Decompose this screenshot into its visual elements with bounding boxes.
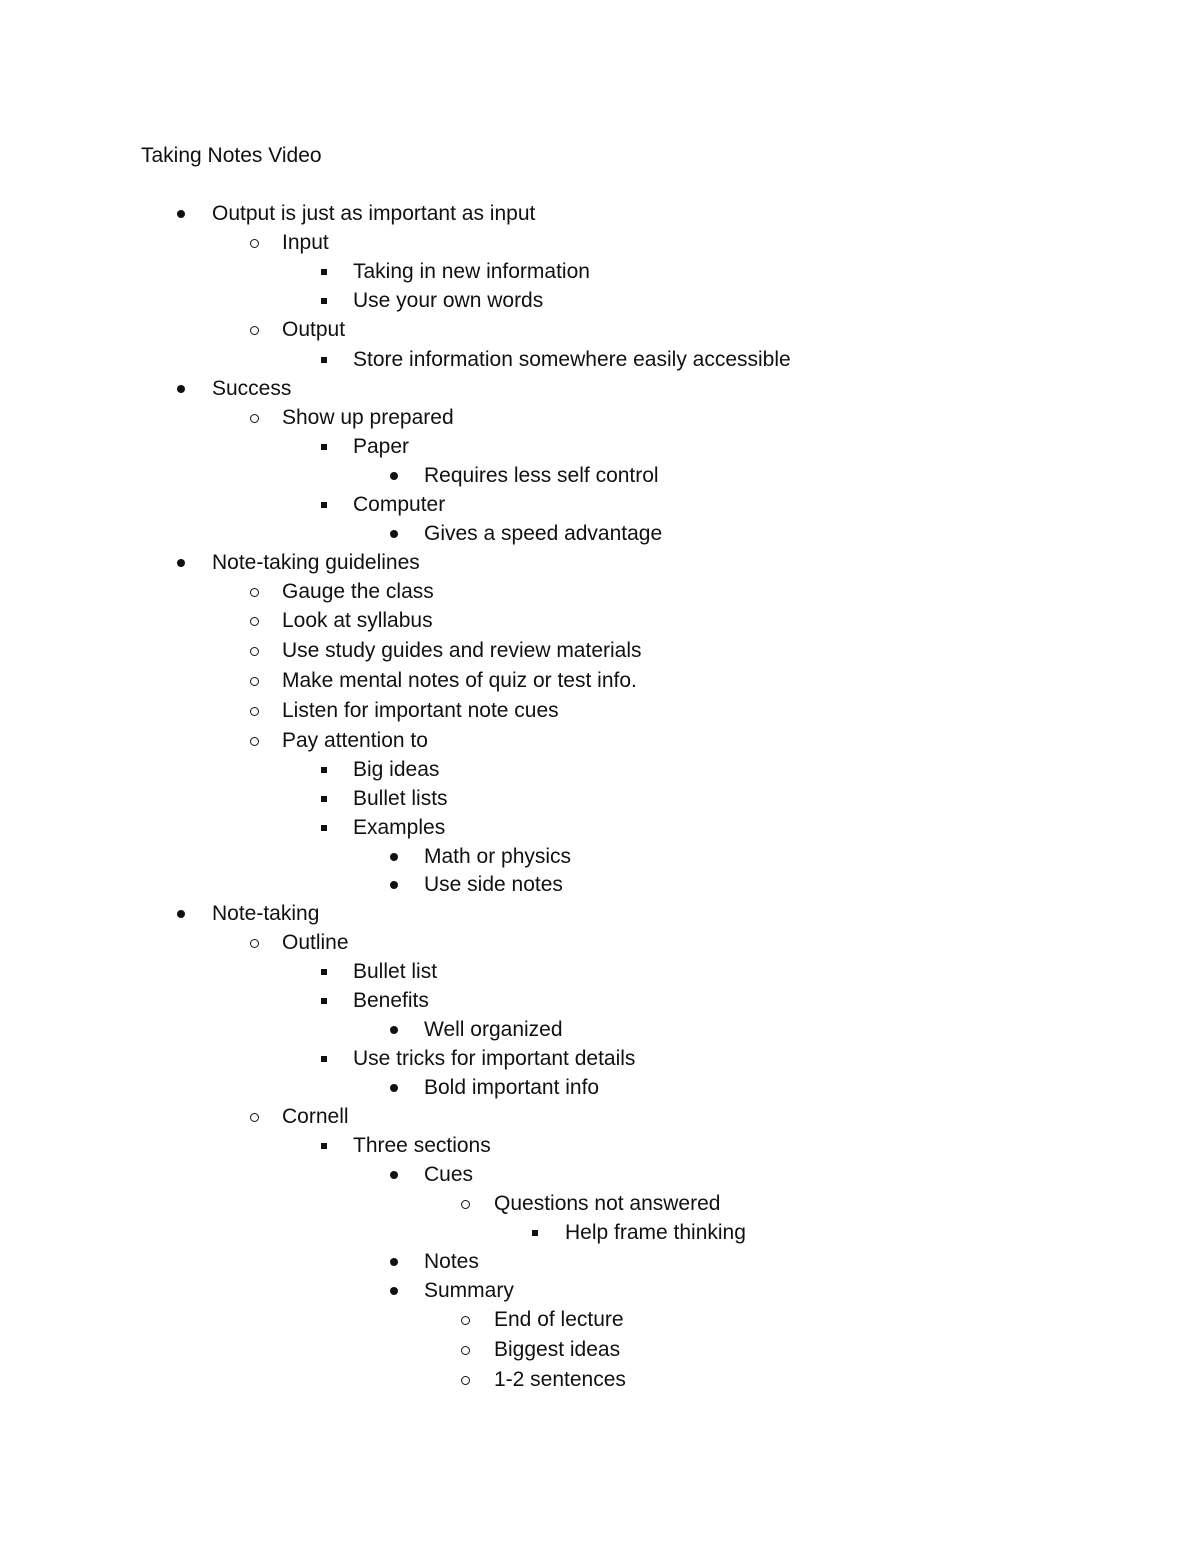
bullet-icon bbox=[387, 1075, 401, 1101]
bullet-icon bbox=[387, 463, 401, 489]
bullet-icon bbox=[247, 698, 261, 724]
list-item-text: Three sections bbox=[353, 1134, 491, 1157]
list-item bbox=[0, 668, 1200, 694]
list-item-text: Examples bbox=[353, 816, 446, 839]
list-item bbox=[0, 1046, 1200, 1072]
list-item bbox=[0, 259, 1200, 285]
bullet-icon bbox=[458, 1367, 472, 1393]
bullet-icon bbox=[174, 550, 188, 576]
list-item-text: Use your own words bbox=[353, 289, 544, 312]
list-item-text: Questions not answered bbox=[494, 1192, 721, 1215]
bullet-icon bbox=[247, 405, 261, 431]
bullet-icon bbox=[387, 872, 401, 898]
list-item-text: Listen for important note cues bbox=[282, 699, 559, 722]
list-item-text: Note-taking bbox=[212, 902, 320, 925]
list-item-text: Note-taking guidelines bbox=[212, 551, 420, 574]
list-item bbox=[0, 1307, 1200, 1333]
list-item-text: Taking in new information bbox=[353, 260, 590, 283]
bullet-icon bbox=[317, 434, 331, 460]
list-item-text: Gives a speed advantage bbox=[424, 522, 663, 545]
list-item bbox=[0, 1162, 1200, 1188]
bullet-icon bbox=[174, 901, 188, 927]
list-item-text: Benefits bbox=[353, 989, 429, 1012]
list-item-text: Well organized bbox=[424, 1018, 563, 1041]
list-item bbox=[0, 757, 1200, 783]
list-item bbox=[0, 1191, 1200, 1217]
bullet-icon bbox=[247, 317, 261, 343]
list-item bbox=[0, 698, 1200, 724]
list-item-text: Outline bbox=[282, 931, 349, 954]
list-item bbox=[0, 930, 1200, 956]
bullet-icon bbox=[317, 959, 331, 985]
list-item-text: Make mental notes of quiz or test info. bbox=[282, 669, 637, 692]
list-item-text: Look at syllabus bbox=[282, 609, 433, 632]
list-item bbox=[0, 201, 1200, 227]
list-item-text: Computer bbox=[353, 493, 446, 516]
bullet-icon bbox=[317, 988, 331, 1014]
bullet-icon bbox=[317, 288, 331, 314]
bullet-icon bbox=[317, 1133, 331, 1159]
list-item bbox=[0, 288, 1200, 314]
list-item-text: Paper bbox=[353, 435, 410, 458]
list-item bbox=[0, 1104, 1200, 1130]
list-item bbox=[0, 230, 1200, 256]
bullet-icon bbox=[387, 1278, 401, 1304]
list-item bbox=[0, 347, 1200, 373]
bullet-icon bbox=[247, 230, 261, 256]
bullet-icon bbox=[247, 579, 261, 605]
list-item-text: Pay attention to bbox=[282, 729, 428, 752]
list-item-text: Notes bbox=[424, 1250, 479, 1273]
list-item-text: Output bbox=[282, 318, 346, 341]
list-item-text: End of lecture bbox=[494, 1308, 624, 1331]
list-item bbox=[0, 405, 1200, 431]
bullet-icon bbox=[317, 347, 331, 373]
list-item bbox=[0, 728, 1200, 754]
bullet-icon bbox=[247, 728, 261, 754]
bullet-icon bbox=[317, 492, 331, 518]
list-item-text: Use study guides and review materials bbox=[282, 639, 642, 662]
list-item bbox=[0, 1075, 1200, 1101]
bullet-icon bbox=[458, 1337, 472, 1363]
list-item-text: Use side notes bbox=[424, 873, 563, 896]
list-item-text: Math or physics bbox=[424, 845, 572, 868]
list-item bbox=[0, 1337, 1200, 1363]
list-item-text: Show up prepared bbox=[282, 406, 454, 429]
bullet-icon bbox=[174, 376, 188, 402]
list-item bbox=[0, 1249, 1200, 1275]
bullet-icon bbox=[387, 521, 401, 547]
list-item bbox=[0, 376, 1200, 402]
list-item bbox=[0, 959, 1200, 985]
bullet-icon bbox=[247, 930, 261, 956]
list-item bbox=[0, 521, 1200, 547]
list-item-text: 1-2 sentences bbox=[494, 1368, 626, 1391]
list-item bbox=[0, 608, 1200, 634]
bullet-icon bbox=[247, 668, 261, 694]
bullet-icon bbox=[317, 757, 331, 783]
list-item bbox=[0, 434, 1200, 460]
bullet-icon bbox=[458, 1191, 472, 1217]
list-item bbox=[0, 901, 1200, 927]
bullet-icon bbox=[458, 1307, 472, 1333]
bullet-icon bbox=[387, 1162, 401, 1188]
list-item bbox=[0, 988, 1200, 1014]
list-item-text: Success bbox=[212, 377, 292, 400]
bullet-icon bbox=[247, 1104, 261, 1130]
list-item-text: Cornell bbox=[282, 1105, 349, 1128]
bullet-icon bbox=[387, 844, 401, 870]
list-item-text: Biggest ideas bbox=[494, 1338, 621, 1361]
list-item-text: Bold important info bbox=[424, 1076, 600, 1099]
list-item-text: Help frame thinking bbox=[565, 1221, 746, 1244]
bullet-icon bbox=[247, 638, 261, 664]
bullet-icon bbox=[387, 1249, 401, 1275]
list-item-text: Input bbox=[282, 231, 329, 254]
list-item bbox=[0, 786, 1200, 812]
list-item bbox=[0, 1220, 1200, 1246]
list-item-text: Bullet lists bbox=[353, 787, 448, 810]
bullet-icon bbox=[174, 201, 188, 227]
list-item-text: Summary bbox=[424, 1279, 514, 1302]
list-item-text: Requires less self control bbox=[424, 464, 659, 487]
list-item-text: Store information somewhere easily accessible bbox=[353, 348, 791, 371]
list-item-text: Big ideas bbox=[353, 758, 440, 781]
list-item bbox=[0, 638, 1200, 664]
list-item bbox=[0, 317, 1200, 343]
list-item bbox=[0, 1278, 1200, 1304]
bullet-icon bbox=[317, 786, 331, 812]
list-item bbox=[0, 550, 1200, 576]
list-item bbox=[0, 579, 1200, 605]
bullet-icon bbox=[528, 1220, 542, 1246]
list-item bbox=[0, 492, 1200, 518]
list-item-text: Gauge the class bbox=[282, 580, 434, 603]
list-item-text: Output is just as important as input bbox=[212, 202, 536, 225]
bullet-icon bbox=[247, 608, 261, 634]
list-item-text: Use tricks for important details bbox=[353, 1047, 636, 1070]
bullet-icon bbox=[317, 1046, 331, 1072]
document-title: Taking Notes Video bbox=[141, 144, 322, 167]
bullet-icon bbox=[387, 1017, 401, 1043]
list-item bbox=[0, 463, 1200, 489]
list-item bbox=[0, 1367, 1200, 1393]
list-item bbox=[0, 872, 1200, 898]
list-item-text: Cues bbox=[424, 1163, 474, 1186]
bullet-icon bbox=[317, 815, 331, 841]
list-item-text: Bullet list bbox=[353, 960, 438, 983]
bullet-icon bbox=[317, 259, 331, 285]
list-item bbox=[0, 844, 1200, 870]
list-item bbox=[0, 1017, 1200, 1043]
list-item bbox=[0, 815, 1200, 841]
list-item bbox=[0, 1133, 1200, 1159]
